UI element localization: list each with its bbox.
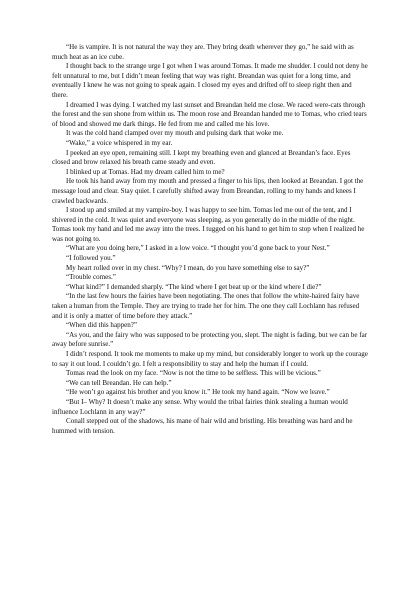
paragraph: “Wake,” a voice whispered in my ear. [66, 138, 173, 147]
paragraph: “But I– Why? It doesn’t make any sense. Why would the tribal fairies think stealing a human would influence Lochlann in any way?” [52, 397, 348, 416]
paragraph: Conall stepped out of the shadows, his mane of hair wild and bristling. His breathing was hard and he hummed with tension. [52, 417, 353, 435]
paragraph: “He is vampire. It is not natural the way they are. They bring death wherever they go,” he said with as much heat as an ice cube. [52, 43, 354, 61]
paragraph: I dreamed I was dying. I watched my last sunset and Breandan held me close. We raced were-cats through the forest and the sun shone from within us. The moon rose and Breandan handed me to Tomas, who cried tears of blood and showed me dark things. He fed from me and called me his love. [52, 100, 367, 128]
paragraph: I stood up and smiled at my vampire-boy. I was happy to see him. Tomas led me out of the tent, and I shivered in the cold. It was quiet and everyone was sleeping, as you generally do in the middle of the night. Tomas took my hand and led me away into the trees. I tugged on his hand to get him to stop when I realized he was not going to. [52, 206, 365, 243]
paragraph: “When did this happen?” [66, 321, 138, 330]
paragraph: “I followed you.” [66, 254, 116, 263]
paragraph: “As you, and the fairy who was supposed to be protecting you, slept. The night is fading, but we can be far away before sunrise.” [52, 330, 368, 349]
paragraph: “In the last few hours the fairies have been negotiating. The ones that follow the white-haired fairy have taken a human from the Temple. They are trying to trade her for him. The one they call Lochlann has refused and it is only a matter of time before they attack.” [52, 292, 360, 320]
paragraph: “Trouble comes.” [66, 273, 116, 282]
paragraph: Tomas read the look on my face. “Now is not the time to be selfless. This will be vicious.” [66, 369, 321, 378]
paragraph: He took his hand away from my mouth and pressed a finger to his lips, then looked at Breandan. I got the message loud and clear. Stay quiet. I carefully shifted away from Breandan, rolling to my hands and knees I crawled backwards. [52, 177, 364, 205]
paragraph: “He won’t go against his brother and you know it.” He took my hand again. “Now we leave.” [66, 388, 330, 397]
paragraph: I thought back to the strange urge I got when I was around Tomas. It made me shudder. I could not deny he felt unnatural to me, but I didn’t mean feeling that way was right. Breandan was quiet for a long time, and eventually I knew he was not going to speak again. I closed my eyes and drifted off to sleep right then and there. [52, 62, 368, 99]
paragraph: “We can tell Breandan. He can help.” [66, 378, 172, 387]
page-body [52, 43, 368, 436]
paragraph: I blinked up at Tomas. Had my dream called him to me? [66, 167, 225, 176]
paragraph: It was the cold hand clamped over my mouth and pulsing dark that woke me. [66, 129, 284, 138]
paragraph: I didn’t respond. It took me moments to make up my mind, but considerably longer to work up the courage to say it out loud. I couldn’t go. I felt a responsibility to stay and help the human if I could. [52, 350, 368, 368]
paragraph: “What kind?” I demanded sharply. “The kind where I get beat up or the kind where I die?” [66, 282, 322, 291]
paragraph: “What are you doing here,” I asked in a low voice. “I thought you’d gone back to your Nest.” [66, 244, 330, 253]
paragraph: I peeked an eye open, remaining still. I kept my breathing even and glanced at Breandan’s face. Eyes closed and brow relaxed his breath came steady and even. [52, 148, 351, 167]
paragraph: My heart rolled over in my chest. “Why? I mean, do you have something else to say?” [66, 263, 310, 272]
